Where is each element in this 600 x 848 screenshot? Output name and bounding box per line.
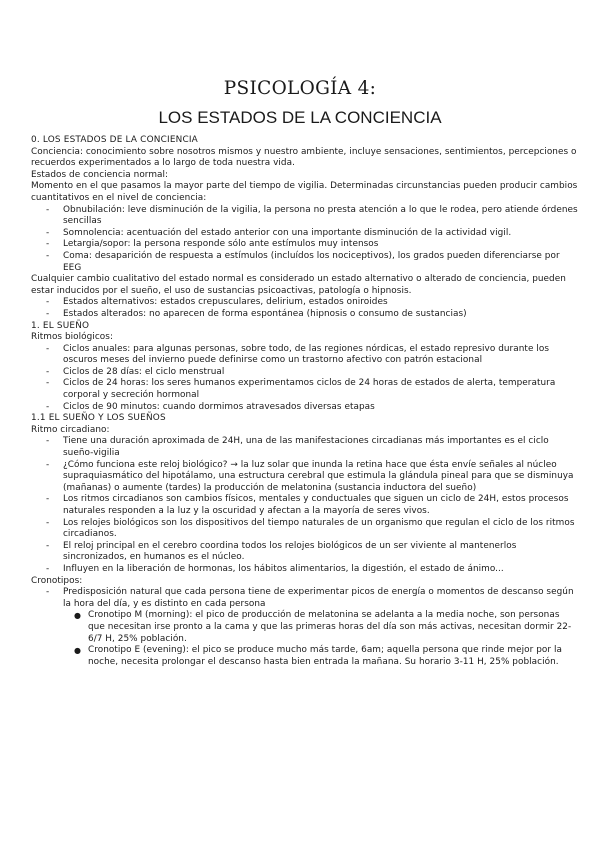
- list-normal-states: [31, 205, 579, 275]
- list-item-text: Obnubilación: leve disminución de la vigilia, la persona no presta atención a lo que le rodea, pero atiende órdenes sencillas: [63, 204, 578, 227]
- list-item-text: Letargia/sopor: la persona responde sólo ante estímulos muy intensos: [63, 239, 379, 250]
- subheading-chronotypes: Cronotipos:: [31, 575, 83, 586]
- list-item-text: Los relojes biológicos son los dispositivos del tiempo naturales de un organismo que regulan el ciclo de los ritmos circadianos.: [63, 517, 575, 540]
- list-item-text: Somnolencia: acentuación del estado anterior con una importante disminución de la actividad vigil.: [63, 227, 512, 238]
- list-item-text: Coma: desaparición de respuesta a estímulos (incluídos los nociceptivos), los grados pueden diferenciarse por EEG: [63, 250, 560, 273]
- list-item-text: Ciclos de 90 minutos: cuando dormimos atravesados diversas etapas: [63, 401, 375, 412]
- list-item: [31, 344, 579, 367]
- list-item-text: Estados alterados: no aparecen de forma espontánea (hipnosis o consumo de sustancias): [63, 308, 467, 319]
- list-item-text: ¿Cómo funciona este reloj biológico? → la luz solar que inunda la retina hace que ésta envíe señales al núcleo supraquiasmático del hipotálamo, una estructura cerebral que estimula la glándula pineal para que se disminuya (mañanas) o aumente (tardes) la producción de melatonina (sustancia inductora del sueño): [63, 459, 574, 493]
- list-item: [31, 228, 579, 240]
- list-item-text: Cronotipo E (evening): el pico se produce mucho más tarde, 6am; aquella persona que rinde mejor por la noche, necesita prolongar el descanso hasta bien entrada la mañana. Su horario 3-11 H, 25% población.: [88, 645, 562, 667]
- list-item-text: Los ritmos circadianos son cambios físicos, mentales y conductuales que siguen un ciclo de 24H, estos procesos naturales responden a la luz y la oscuridad y afectan a la mayoría de seres vivos.: [63, 494, 569, 516]
- list-item-text: Ciclos de 28 días: el ciclo menstrual: [63, 366, 225, 377]
- paragraph-altered-states: Cualquier cambio cualitativo del estado normal es considerado un estado alternativo o alterado de conciencia, pueden estar inducidos por el sueño, el uso de sustancias psicoactivas, patología o hipnosis.: [31, 274, 566, 296]
- dash-bullet-icon: -: [46, 204, 50, 215]
- list-item: [31, 402, 579, 414]
- list-item: [31, 378, 579, 401]
- paragraph-conciencia-definition: Conciencia: conocimiento sobre nosotros mismos y nuestro ambiente, incluye sensaciones, sentimientos, percepciones o recuerdos experimentados a lo largo de toda nuestra vida.: [31, 146, 577, 169]
- dash-bullet-icon: -: [46, 494, 50, 505]
- dash-bullet-icon: -: [46, 436, 50, 447]
- list-item-text: El reloj principal en el cerebro coordina todos los relojes biológicos de un ser viviente al mantenerlos sincronizados, en humanos es el núcleo.: [63, 540, 517, 563]
- dash-bullet-icon: -: [46, 587, 50, 598]
- list-item-text: Ciclos de 24 horas: los seres humanos experimentamos ciclos de 24 horas de estados de alerta, temperatura corporal y secreción hormonal: [63, 378, 556, 401]
- dash-bullet-icon: -: [46, 459, 50, 470]
- list-biological-rhythms: [31, 344, 579, 414]
- list-item: [31, 367, 579, 379]
- dash-bullet-icon: -: [46, 563, 50, 574]
- dash-bullet-icon: -: [46, 343, 50, 354]
- list-chronotypes: [31, 587, 579, 610]
- list-item: [31, 494, 579, 517]
- dash-bullet-icon: -: [46, 540, 50, 551]
- document-title: PSICOLOGÍA 4:: [223, 78, 377, 99]
- dash-bullet-icon: -: [46, 517, 50, 528]
- list-item-text: Influyen en la liberación de hormonas, los hábitos alimentarios, la digestión, el estado de ánimo...: [63, 563, 504, 574]
- dash-bullet-icon: -: [46, 297, 50, 308]
- list-item: [31, 460, 579, 495]
- list-circadian-rhythm: [31, 436, 579, 575]
- list-item: [31, 436, 579, 459]
- dash-bullet-icon: -: [46, 308, 50, 319]
- dash-bullet-icon: -: [46, 250, 50, 261]
- paragraph-normal-states: Momento en el que pasamos la mayor parte del tiempo de vigilia. Determinadas circunstancias pueden producir cambios cuantitativos en el nivel de conciencia:: [31, 181, 578, 203]
- list-item: [31, 205, 579, 228]
- list-item: [31, 297, 579, 309]
- list-item-text: Estados alternativos: estados crepusculares, delirium, estados oniroides: [63, 297, 388, 308]
- list-item: [31, 239, 579, 251]
- dash-bullet-icon: -: [46, 401, 50, 412]
- list-chronotype-types: [31, 610, 579, 668]
- list-altered-states: [31, 297, 579, 320]
- list-item: [31, 541, 579, 564]
- dash-bullet-icon: -: [46, 227, 50, 238]
- list-item: [31, 564, 579, 576]
- document-body: [31, 135, 579, 668]
- list-item: [31, 645, 579, 668]
- section-heading-0: 0. LOS ESTADOS DE LA CONCIENCIA: [31, 135, 198, 145]
- list-item: [31, 309, 579, 321]
- list-item-text: Ciclos anuales: para algunas personas, sobre todo, de las regiones nórdicas, el estado represivo durante los oscuros meses del invierno puede definirse como un trastorno afectivo con patrón estacional: [63, 343, 549, 366]
- dash-bullet-icon: -: [46, 366, 50, 377]
- section-heading-1-1: 1.1 EL SUEÑO Y LOS SUEÑOS: [31, 413, 166, 424]
- dash-bullet-icon: -: [46, 239, 50, 250]
- list-item: [31, 610, 579, 645]
- subheading-biological-rhythms: Ritmos biológicos:: [31, 332, 113, 343]
- section-heading-1: 1. EL SUEÑO: [31, 320, 90, 331]
- list-item-text: Predisposición natural que cada persona tiene de experimentar picos de energía o momentos de descanso según la hora del día, y es distinto en cada persona: [63, 587, 574, 609]
- document-subtitle: LOS ESTADOS DE LA CONCIENCIA: [158, 108, 442, 127]
- list-item: [31, 251, 579, 274]
- list-item: [31, 587, 579, 610]
- subheading-circadian-rhythm: Ritmo circadiano:: [31, 424, 110, 435]
- list-item-text: Tiene una duración aproximada de 24H, una de las manifestaciones circadianas más importantes es el ciclo sueño-vigilia: [63, 436, 549, 459]
- dot-bullet-icon: ●: [74, 646, 82, 656]
- list-item: [31, 518, 579, 541]
- dash-bullet-icon: -: [46, 378, 50, 389]
- subheading-normal-states: Estados de conciencia normal:: [31, 169, 169, 180]
- list-item-text: Cronotipo M (morning): el pico de producción de melatonina se adelanta a la media noche, son personas que necesitan irse pronto a la cama y que las primeras horas del día son más activas, necesitan dormir 22-6/7 H, 25% población.: [88, 610, 572, 644]
- dot-bullet-icon: ●: [74, 611, 82, 621]
